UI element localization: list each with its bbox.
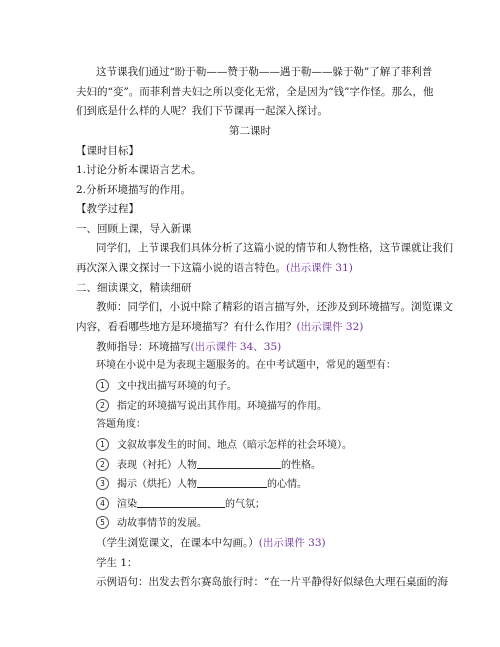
env-paragraph: 环境在小说中是为表现主题服务的。在中考试题中，常见的题型有： bbox=[96, 360, 396, 371]
teacher-guide-text: 教师指导：环境描写 bbox=[96, 341, 191, 353]
courseware-ref-33: (出示课件 33) bbox=[258, 537, 326, 549]
answer-angle-heading: 答题角度： bbox=[96, 419, 146, 430]
courseware-ref-32: (出示课件 32) bbox=[296, 321, 364, 333]
intro-line-1: 这节课我们通过“盼于勒——赞于勒——遇于勒——躲于勒”了解了菲利普 bbox=[96, 66, 433, 78]
example-sentence-text: 示例语句：出发去哲尔赛岛旅行时：“在一片平静得好似绿色大理石桌面的海 bbox=[96, 576, 448, 588]
fill-in-blank bbox=[137, 497, 225, 508]
number-circle: 2 bbox=[96, 399, 109, 412]
number-circle: 5 bbox=[96, 516, 109, 529]
student-note-text: （学生浏览课文，在课本中勾画。） bbox=[96, 537, 259, 549]
fill-in-blank bbox=[197, 458, 281, 469]
number-circle: 1 bbox=[96, 438, 109, 451]
student-note bbox=[96, 536, 326, 550]
answer-angle-text: 表现（衬托）人物 bbox=[117, 460, 197, 471]
answer-angle-item bbox=[96, 516, 207, 531]
part2-line-1: 教师：同学们，小说中除了精彩的语言描写外，还涉及到环境描写。浏览课文 bbox=[96, 301, 453, 313]
answer-angle-text: 渲染 bbox=[117, 499, 137, 510]
fill-in-blank bbox=[197, 477, 267, 488]
goal-item: 2.分析环境描写的作用。 bbox=[76, 184, 192, 196]
teacher-guide bbox=[96, 340, 281, 354]
number-circle: 3 bbox=[96, 477, 109, 490]
goal-item: 1.讨论分析本课语言艺术。 bbox=[76, 164, 202, 176]
process-heading: 【教学过程】 bbox=[76, 203, 139, 215]
answer-angle-text: 动故事情节的发展。 bbox=[117, 518, 207, 529]
section-title: 第二课时 bbox=[229, 125, 271, 137]
answer-angle-item bbox=[96, 458, 321, 473]
number-circle: 1 bbox=[96, 379, 109, 392]
question-type-text: 指定的环境描写说出其作用。环境描写的作用。 bbox=[117, 401, 327, 412]
answer-angle-item bbox=[96, 497, 265, 512]
part2-line-2-text: 内容，看看哪些地方是环境描写？有什么作用？ bbox=[76, 321, 297, 333]
part1-line-1: 同学们，上节课我们具体分析了这篇小说的情节和人物性格，这节课就让我们 bbox=[96, 242, 453, 254]
number-circle: 4 bbox=[96, 497, 109, 510]
example-sentence bbox=[96, 575, 448, 589]
answer-angle-item bbox=[96, 477, 307, 492]
answer-angle-text: 的心情。 bbox=[267, 479, 307, 490]
answer-angle-text: 揭示（烘托）人物 bbox=[117, 479, 197, 490]
courseware-ref-31: (出示课件 31) bbox=[286, 262, 353, 274]
part1-heading: 一、回顾上课，导入新课 bbox=[76, 223, 192, 235]
student-label: 学生 1： bbox=[96, 557, 138, 569]
courseware-ref-34-35: (出示课件 34、35) bbox=[190, 341, 282, 353]
intro-line-3: 们到底是什么样的人呢？我们下节课再一起深入探讨。 bbox=[76, 105, 328, 117]
part1-line-2 bbox=[76, 261, 353, 275]
goals-heading: 【课时目标】 bbox=[76, 145, 139, 157]
part2-heading: 二、细读课文，精读细研 bbox=[76, 282, 192, 294]
answer-angle-text: 文叙故事发生的时间、地点（暗示怎样的社会环境）。 bbox=[117, 440, 352, 451]
part2-line-2 bbox=[76, 320, 363, 334]
part1-line-2-text: 再次深入课文探讨一下这篇小说的语言特色。 bbox=[76, 262, 286, 274]
answer-angle-text: 的气氛； bbox=[225, 499, 265, 510]
number-circle: 2 bbox=[96, 458, 109, 471]
question-type-item bbox=[96, 399, 327, 414]
answer-angle-item bbox=[96, 438, 352, 453]
question-type-text: 文中找出描写环境的句子。 bbox=[117, 381, 237, 392]
answer-angle-text: 的性格。 bbox=[281, 460, 321, 471]
question-type-item bbox=[96, 379, 237, 394]
intro-line-2: 夫妇的“变”。而菲利普夫妇之所以变化无常，全是因为“钱”字作怪。那么，他 bbox=[76, 86, 434, 98]
